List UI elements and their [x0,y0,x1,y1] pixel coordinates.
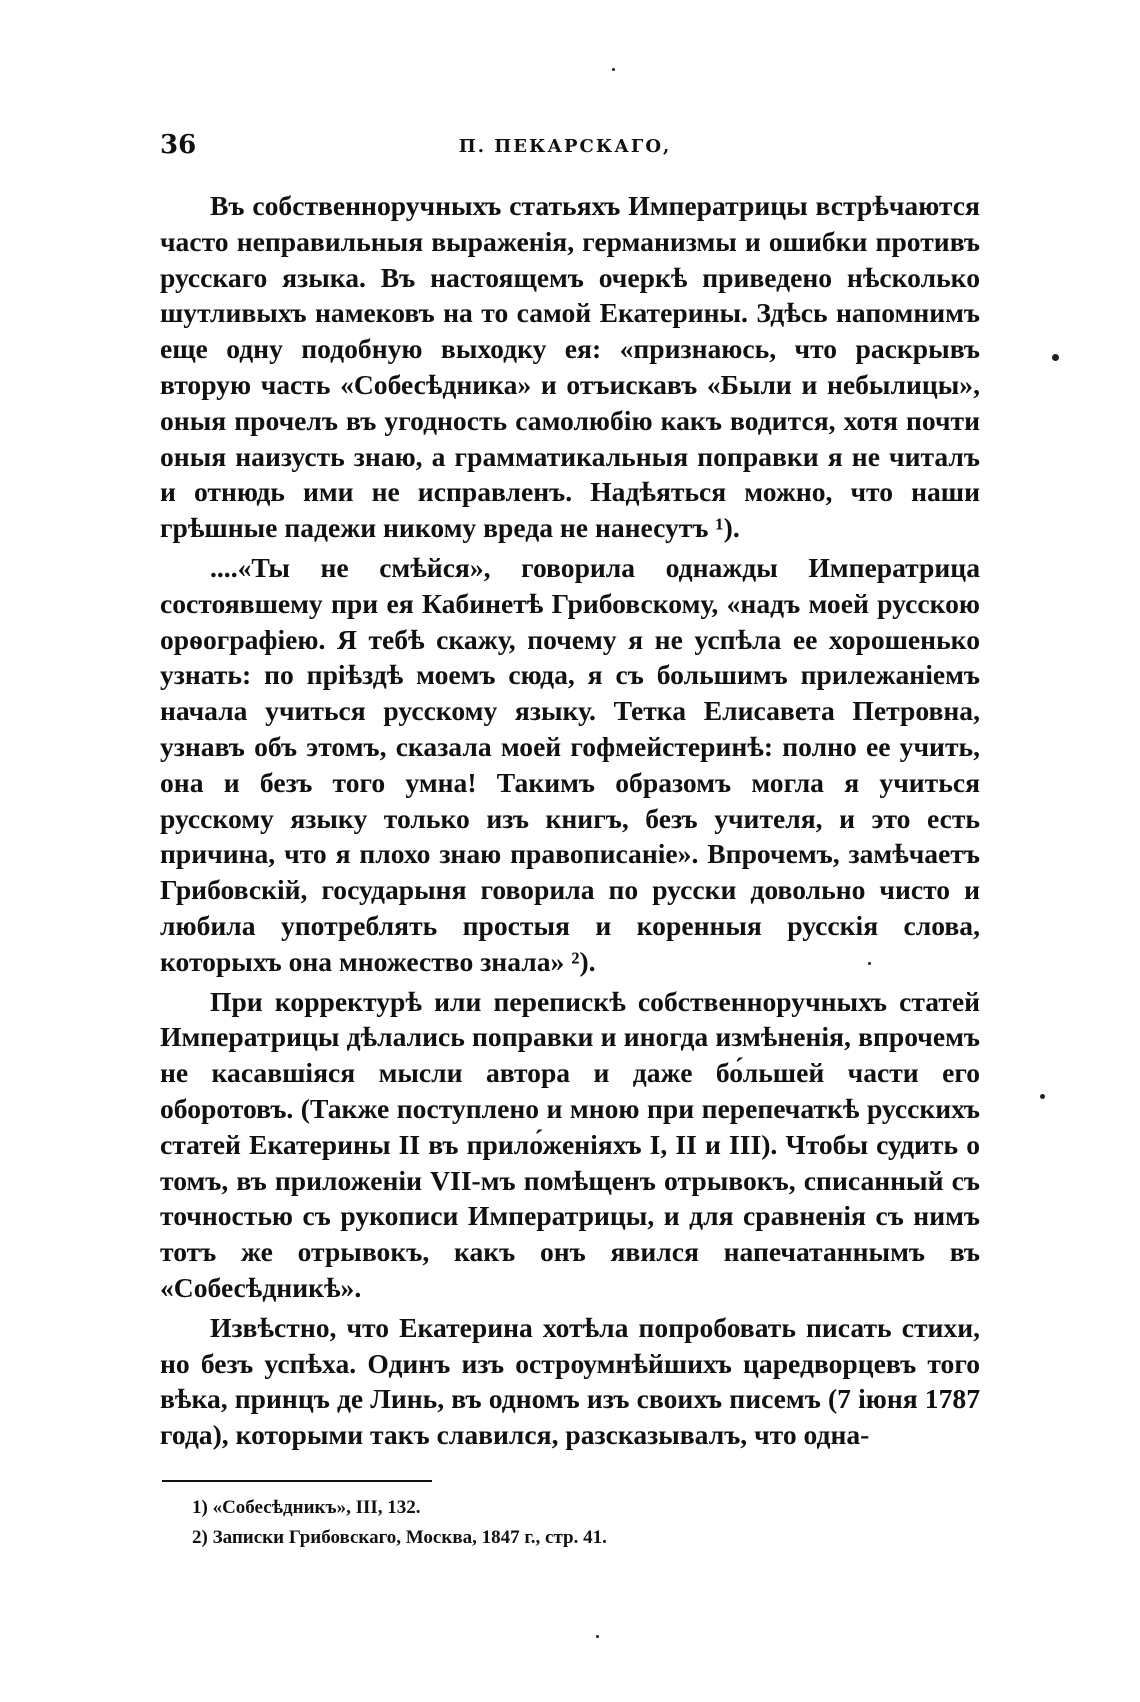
scan-speck [1040,1094,1045,1099]
scan-speck [868,962,871,965]
page-number: 36 [160,130,197,160]
footnotes [192,1493,952,1553]
main-text [160,188,980,1457]
footnote-divider [162,1480,432,1482]
page-header [160,130,970,170]
paragraph-2: ....«Ты не смѣйся», говорила однажды Императрица состоявшему при ея Кабинетѣ Грибовскому, «надъ моей русскою орѳографіею. Я тебѣ скажу, почему я не успѣла ее хорошенько узнать: по пріѣздѣ моемъ сюда, я съ большимъ прилежаніемъ начала учиться русскому языку. Тетка Елисавета Петровна, узнавъ объ этомъ, сказала моей гофмейстеринѣ: полно ее учить, она и безъ того умна! Такимъ образомъ могла я учиться русскому языку только изъ книгъ, безъ учителя, и это есть причина, что я плохо знаю правописаніе». Впрочемъ, замѣчаетъ Грибовскій, государыня говорила по русски довольно чисто и любила употреблять простыя и коренныя русскія слова, которыхъ она множество знала» ²). [160,551,980,977]
running-head: П. ПЕКАРСКАГО, [458,136,672,157]
scan-speck [1052,354,1059,361]
scan-speck [612,68,615,71]
paragraph-1: Въ собственноручныхъ статьяхъ Императрицы встрѣчаются часто неправильныя выраженія, германизмы и ошибки противъ русскаго языка. Въ настоящемъ очеркѣ приведено нѣсколько шутливыхъ намековъ на то самой Екатерины. Здѣсь напомнимъ еще одну подобную выходку ея: «признаюсь, что раскрывъ вторую часть «Собесѣдника» и отъискавъ «Были и небылицы», оныя прочелъ въ угодность самолюбію какъ водится, хотя почти оныя наизусть знаю, а грамматикальныя поправки я не читалъ и отнюдь ими не исправленъ. Надѣяться можно, что наши грѣшные падежи никому вреда не нанесутъ ¹). [160,190,980,544]
footnote-1: 1) «Собесѣдникъ», III, 132. [192,1497,421,1518]
paragraph-4: Извѣстно, что Екатерина хотѣла попробовать писать стихи, но безъ успѣха. Одинъ изъ остроумнѣйшихъ царедворцевъ того вѣка, принцъ де Линь, въ одномъ изъ своихъ писемъ (7 іюня 1787 года), которыми такъ славился, разсказывалъ, что одна- [160,1311,980,1451]
paragraph-3: При корректурѣ или перепискѣ собственноручныхъ статей Императрицы дѣлались поправки и иногда измѣненія, впрочемъ не касавшіяся мысли автора и даже бо́льшей части его оборотовъ. (Также поступлено и мною при перепечаткѣ русскихъ статей Екатерины II въ прило́женіяхъ I, II и III). Чтобы судить о томъ, въ приложеніи VII-мъ помѣщенъ отрывокъ, списанный съ точностью съ рукописи Императрицы, и для сравненія съ нимъ тотъ же отрывокъ, какъ онъ явился напечатаннымъ въ «Собесѣдникѣ». [160,985,980,1303]
footnote-2: 2) Записки Грибовскаго, Москва, 1847 г., стр. 41. [192,1527,607,1548]
scan-speck [596,1635,599,1638]
